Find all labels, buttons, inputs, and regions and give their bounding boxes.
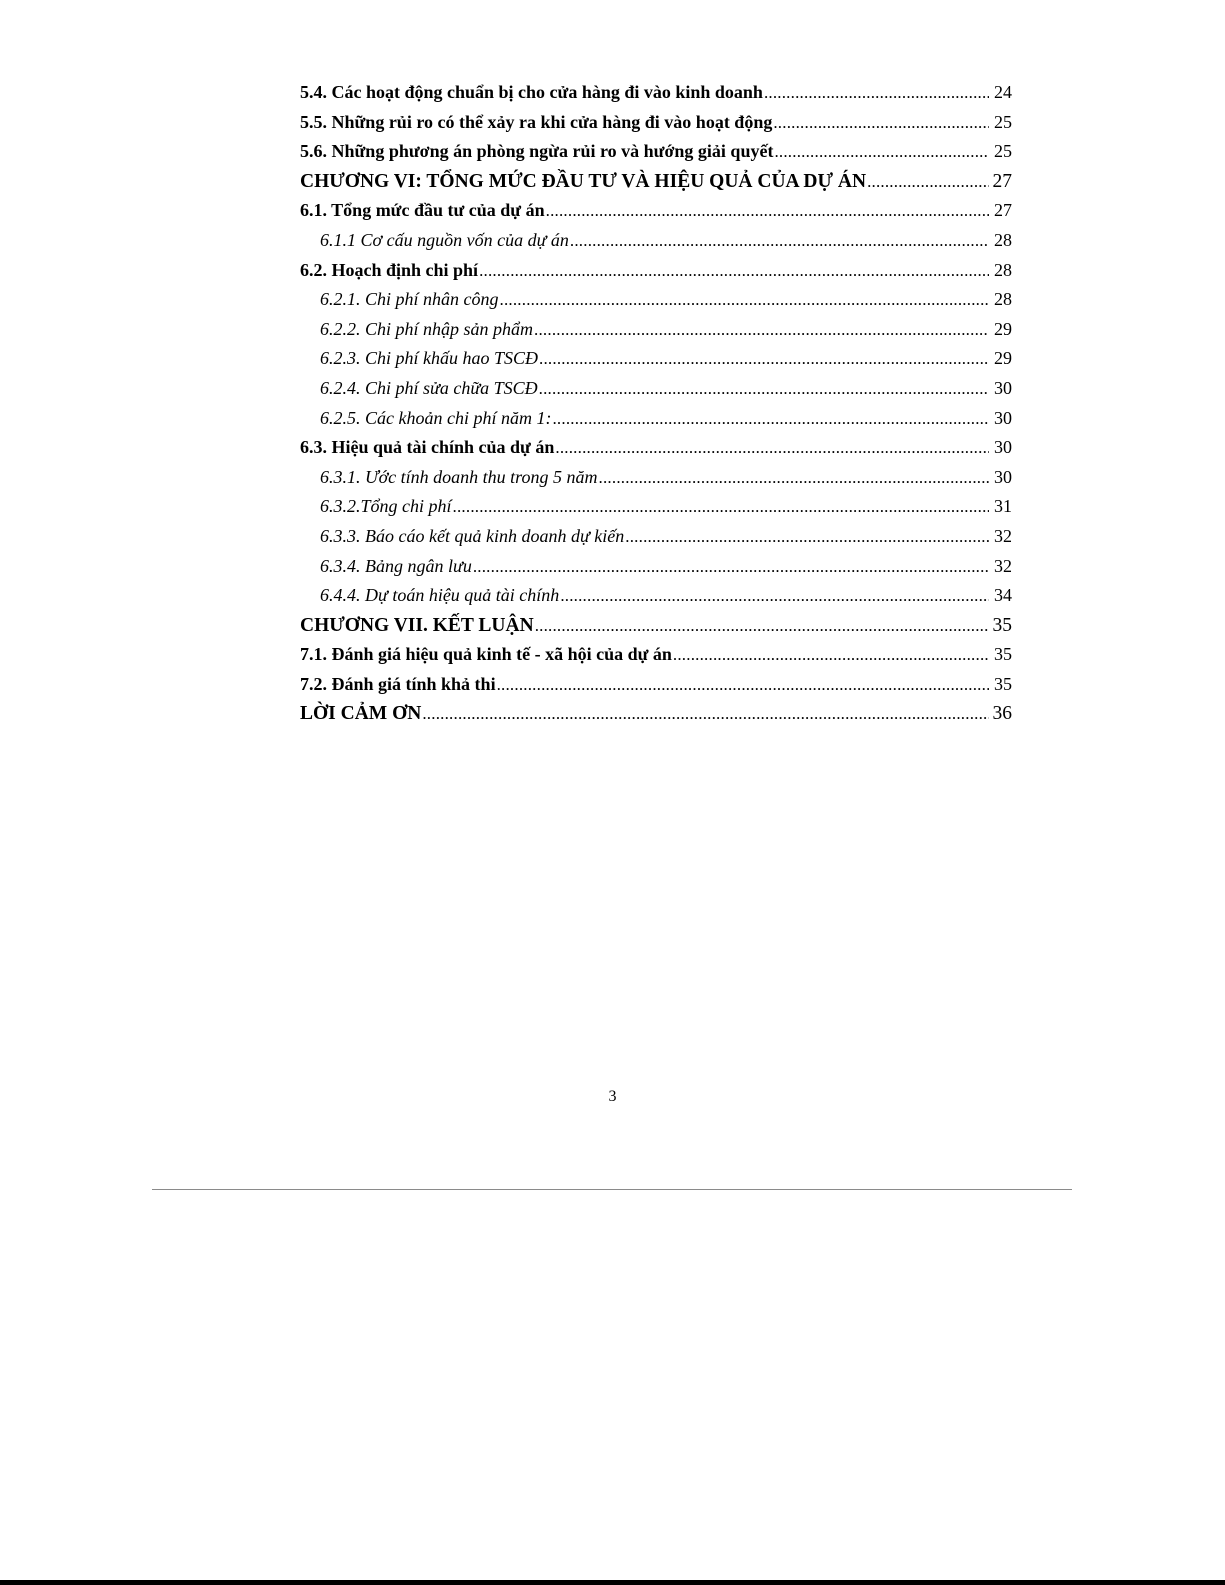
toc-entry-chapter[interactable] [300, 699, 1012, 729]
toc-entry-page: 29 [994, 318, 1012, 339]
toc-entry-title: 6.2.1. Chi phí nhân công [320, 289, 499, 310]
dot-leader [479, 256, 989, 286]
toc-entry-sub[interactable] [300, 285, 1012, 315]
toc-entry-title: 6.2.4. Chi phí sửa chữa TSCĐ [320, 377, 538, 398]
dot-leader [552, 404, 989, 434]
dot-leader [555, 433, 989, 463]
toc-entry-sub[interactable] [300, 315, 1012, 345]
dot-leader [473, 552, 989, 582]
toc-entry-sub[interactable] [300, 463, 1012, 493]
dot-leader [453, 492, 989, 522]
toc-entry-title: 7.2. Đánh giá tính khả thi [300, 673, 496, 694]
toc-entry-page: 27 [992, 170, 1012, 192]
toc-entry-page: 28 [994, 259, 1012, 280]
toc-entry-sub[interactable] [300, 581, 1012, 611]
dot-leader [773, 108, 989, 138]
toc-entry-title: 6.2.5. Các khoản chi phí năm 1: [320, 407, 552, 428]
dot-leader [535, 611, 989, 641]
toc-entry-page: 35 [994, 644, 1012, 665]
dot-leader [599, 463, 989, 493]
toc-entry-title: 6.4.4. Dự toán hiệu quả tài chính [320, 585, 560, 606]
toc-entry[interactable] [300, 137, 1012, 167]
toc-entry-page: 24 [994, 82, 1012, 102]
toc-entry-chapter[interactable] [300, 611, 1012, 641]
toc-entry-title: 6.3. Hiệu quả tài chính của dự án [300, 437, 555, 458]
dot-leader [534, 315, 989, 345]
toc-entry[interactable] [300, 670, 1012, 700]
toc-entry-page: 25 [994, 141, 1012, 162]
dot-leader [500, 285, 990, 315]
toc-entry-title: 5.6. Những phương án phòng ngừa rủi ro và hướng giải quyết [300, 141, 774, 162]
toc-entry-title: 6.2.2. Chi phí nhập sản phẩm [320, 318, 534, 339]
toc-entry-page: 29 [994, 348, 1012, 369]
toc-entry-page: 32 [994, 555, 1012, 576]
toc-entry-sub[interactable] [300, 404, 1012, 434]
page-bottom-edge [0, 1580, 1225, 1585]
toc-entry-title: LỜI CẢM ƠN [300, 703, 422, 725]
toc-entry[interactable] [300, 640, 1012, 670]
toc-entry[interactable] [300, 196, 1012, 226]
toc-entry[interactable] [300, 108, 1012, 138]
toc-entry-title: 6.1. Tổng mức đầu tư của dự án [300, 200, 545, 221]
toc-entry-page: 27 [994, 200, 1012, 221]
toc-entry-title: 7.1. Đánh giá hiệu quả kinh tế - xã hội của dự án [300, 644, 672, 665]
toc-entry-sub[interactable] [300, 522, 1012, 552]
toc-entry-page: 32 [994, 525, 1012, 546]
toc-entry-chapter[interactable] [300, 167, 1012, 197]
toc-entry-page: 30 [994, 377, 1012, 398]
toc-entry-title: 6.2.3. Chi phí khấu hao TSCĐ [320, 348, 539, 369]
toc-entry-title: 6.3.3. Báo cáo kết quả kinh doanh dự kiến [320, 525, 625, 546]
toc-entry[interactable] [300, 433, 1012, 463]
toc-entry-page: 34 [994, 585, 1012, 606]
dot-leader [673, 640, 989, 670]
toc-entry-page: 28 [994, 229, 1012, 250]
page-divider [152, 1189, 1072, 1190]
toc-entry-page: 28 [994, 289, 1012, 310]
toc-entry-title: CHƯƠNG VII. KẾT LUẬN [300, 614, 534, 636]
toc-entry-title: 6.3.1. Ước tính doanh thu trong 5 năm [320, 466, 598, 487]
toc-entry-sub[interactable] [300, 552, 1012, 582]
toc-entry-title: 6.3.4. Bảng ngân lưu [320, 555, 472, 576]
toc-entry-title: 6.3.2.Tổng chi phí [320, 496, 452, 517]
toc-entry-page: 30 [994, 466, 1012, 487]
dot-leader [570, 226, 989, 256]
dot-leader [560, 581, 989, 611]
toc-entry-page: 25 [994, 111, 1012, 132]
toc-entry-sub[interactable] [300, 226, 1012, 256]
toc-entry[interactable] [300, 78, 1012, 108]
toc-entry-sub[interactable] [300, 492, 1012, 522]
toc-entry[interactable] [300, 256, 1012, 286]
page-number: 3 [608, 1088, 617, 1105]
toc-entry-page: 30 [994, 437, 1012, 458]
dot-leader [774, 137, 989, 167]
toc-entry-title: 6.2. Hoạch định chi phí [300, 259, 479, 280]
toc-entry-title: 6.1.1 Cơ cấu nguồn vốn của dự án [320, 229, 569, 250]
dot-leader [539, 344, 989, 374]
table-of-contents [300, 78, 1012, 729]
toc-entry-page: 31 [994, 496, 1012, 517]
toc-entry-page: 36 [992, 703, 1012, 725]
dot-leader [497, 670, 989, 700]
dot-leader [422, 699, 989, 729]
dot-leader [867, 167, 989, 197]
toc-entry-page: 30 [994, 407, 1012, 428]
toc-entry-sub[interactable] [300, 374, 1012, 404]
dot-leader [546, 196, 989, 226]
toc-entry-page: 35 [994, 673, 1012, 694]
dot-leader [539, 374, 989, 404]
toc-entry-title: 5.4. Các hoạt động chuẩn bị cho cửa hàng đi vào kinh doanh [300, 82, 763, 102]
toc-entry-page: 35 [992, 614, 1012, 636]
dot-leader [764, 78, 989, 108]
toc-entry-title: 5.5. Những rủi ro có thể xảy ra khi cửa hàng đi vào hoạt động [300, 111, 773, 132]
toc-entry-sub[interactable] [300, 344, 1012, 374]
toc-entry-title: CHƯƠNG VI: TỔNG MỨC ĐẦU TƯ VÀ HIỆU QUẢ CỦA DỰ ÁN [300, 170, 867, 192]
dot-leader [625, 522, 989, 552]
